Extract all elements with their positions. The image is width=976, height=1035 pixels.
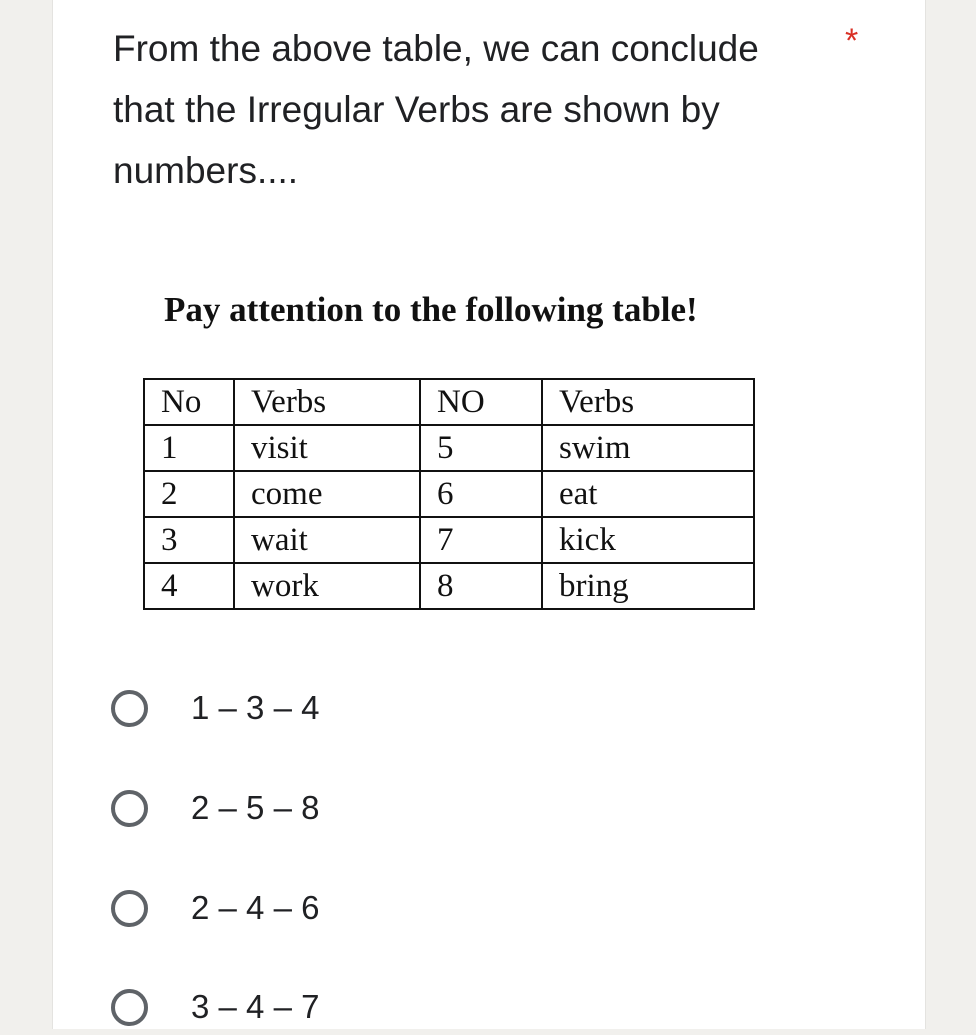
table-cell: 1: [144, 425, 234, 471]
table-row: [144, 563, 754, 609]
table-cell: eat: [542, 471, 754, 517]
table-cell: come: [234, 471, 420, 517]
question-card: [52, 0, 926, 1029]
radio-button[interactable]: [111, 989, 148, 1026]
radio-button[interactable]: [111, 690, 148, 727]
option-1-3-4[interactable]: [111, 680, 511, 736]
table-cell: 8: [420, 563, 542, 609]
table-cell: bring: [542, 563, 754, 609]
table-header-cell: Verbs: [542, 379, 754, 425]
table-cell: visit: [234, 425, 420, 471]
question-image: [141, 288, 761, 628]
radio-button[interactable]: [111, 790, 148, 827]
question-title: From the above table, we can conclude that the Irregular Verbs are shown by numbers....: [113, 28, 759, 191]
table-row: [144, 471, 754, 517]
table-row: [144, 425, 754, 471]
table-cell: 2: [144, 471, 234, 517]
table-cell: wait: [234, 517, 420, 563]
option-label: 2 – 4 – 6: [191, 889, 320, 926]
table-cell: 4: [144, 563, 234, 609]
table-header-cell: No: [144, 379, 234, 425]
table-header-row: [144, 379, 754, 425]
table-cell: 7: [420, 517, 542, 563]
table-cell: kick: [542, 517, 754, 563]
option-2-4-6[interactable]: [111, 880, 511, 936]
radio-button[interactable]: [111, 890, 148, 927]
table-row: [144, 517, 754, 563]
required-indicator: *: [845, 22, 859, 60]
table-cell: swim: [542, 425, 754, 471]
table-cell: 6: [420, 471, 542, 517]
verbs-table: [143, 378, 755, 610]
image-caption: Pay attention to the following table!: [164, 290, 698, 329]
table-cell: 5: [420, 425, 542, 471]
table-cell: 3: [144, 517, 234, 563]
option-2-5-8[interactable]: [111, 780, 511, 836]
table-header-cell: NO: [420, 379, 542, 425]
option-label: 3 – 4 – 7: [191, 988, 320, 1025]
table-cell: work: [234, 563, 420, 609]
option-label: 1 – 3 – 4: [191, 689, 320, 726]
table-header-cell: Verbs: [234, 379, 420, 425]
option-label: 2 – 5 – 8: [191, 789, 320, 826]
option-3-4-7[interactable]: [111, 979, 511, 1035]
